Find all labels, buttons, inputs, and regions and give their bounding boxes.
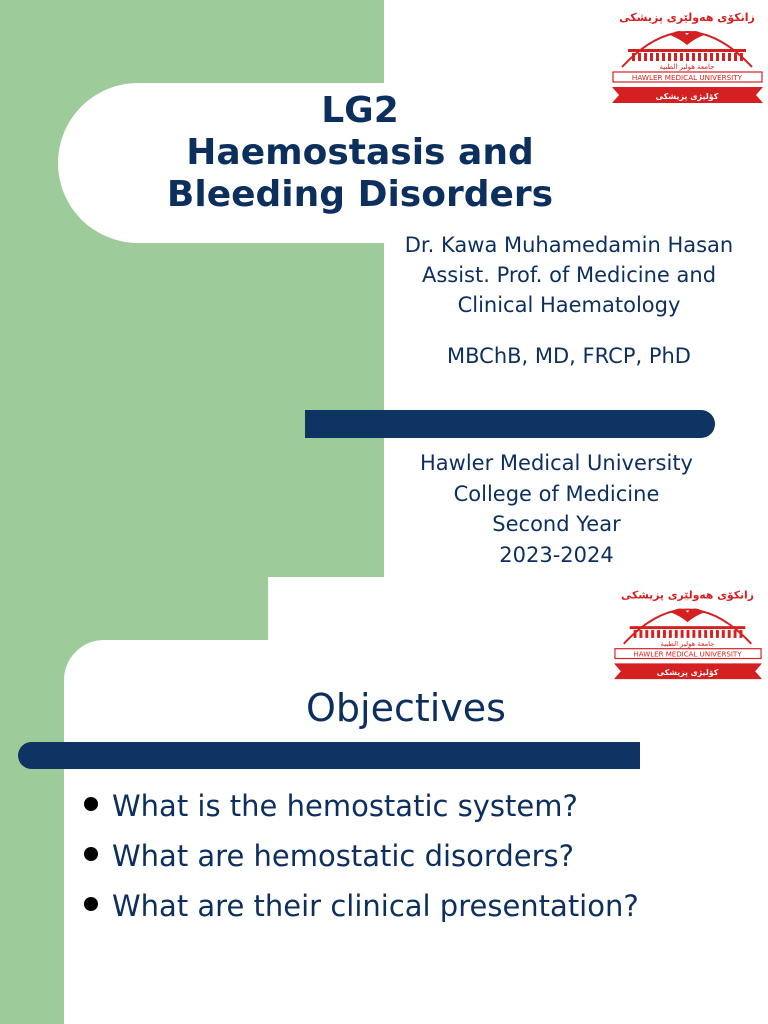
logo2-english: HAWLER MEDICAL UNIVERSITY — [633, 649, 742, 659]
bullet-text: What are their clinical presentation? — [112, 889, 639, 923]
logo2-arabic-mid: جامعة هولير الطبية — [660, 639, 715, 648]
university-logo-2 — [612, 583, 764, 684]
institution-line-2: College of Medicine — [453, 481, 660, 506]
bullet-icon — [84, 797, 98, 811]
author-block — [384, 230, 754, 320]
objectives-heading: Objectives — [306, 686, 506, 730]
author-position-1: Assist. Prof. of Medicine and — [421, 263, 717, 287]
institution-line-1: Hawler Medical University — [420, 451, 693, 475]
title-line-2: Haemostasis and — [186, 132, 534, 173]
logo-arabic-top: زانكۆی هەولێری پزیشكی — [619, 11, 755, 24]
list-item — [84, 881, 639, 931]
divider-bar — [305, 410, 715, 438]
list-item — [84, 831, 639, 881]
bird-icon — [671, 608, 704, 622]
title-line-3: Bleeding Disorders — [166, 174, 554, 215]
title-line-1: LG2 — [321, 90, 399, 131]
logo2-ribbon-text: کۆلیژی پزیشکی — [656, 668, 719, 678]
bullet-text: What are hemostatic disorders? — [112, 839, 574, 873]
author-name: Dr. Kawa Muhamedamin Hasan — [404, 233, 734, 257]
objectives-list — [84, 781, 639, 931]
bird-icon — [670, 31, 704, 45]
author-position-2: Clinical Haematology — [457, 293, 681, 317]
logo-ribbon-text: کۆلیژی پزیشکی — [655, 92, 719, 101]
bullet-icon — [84, 847, 98, 861]
institution-block — [384, 448, 729, 570]
bullet-icon — [84, 897, 98, 911]
objectives-divider-bar — [18, 742, 640, 769]
bullet-text: What is the hemostatic system? — [112, 789, 578, 823]
logo-arabic-mid: جامعة هولير الطبية — [659, 63, 715, 71]
logo-english: HAWLER MEDICAL UNIVERSITY — [631, 73, 743, 82]
slide2-green-strip — [0, 577, 64, 1024]
institution-line-4: 2023-2024 — [499, 542, 614, 567]
university-logo — [610, 5, 765, 108]
author-qualifications: MBChB, MD, FRCP, PhD — [447, 344, 691, 368]
institution-line-3: Second Year — [492, 512, 621, 536]
logo2-arabic-top: زانكۆی هەولێری پزیشكی — [621, 588, 754, 602]
slide-title — [150, 90, 570, 216]
list-item — [84, 781, 639, 831]
